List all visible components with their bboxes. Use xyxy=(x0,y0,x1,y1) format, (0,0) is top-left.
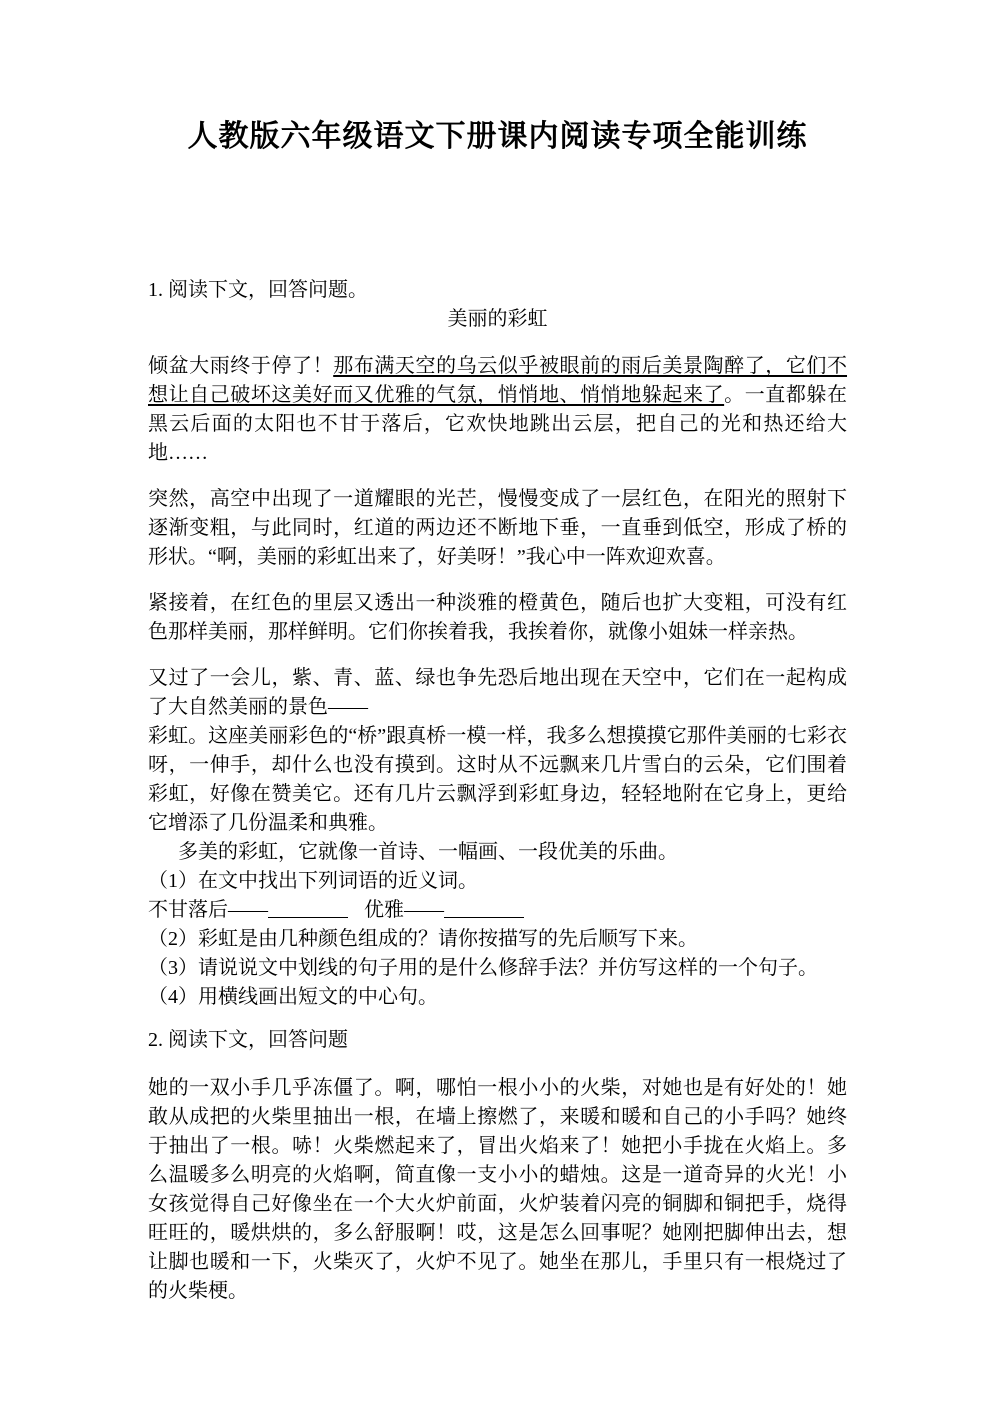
question-2: （2）彩虹是由几种颜色组成的？请你按描写的先后顺写下来。 xyxy=(148,928,698,950)
question-3: （3）请说说文中划线的句子用的是什么修辞手法？并仿写这样的一个句子。 xyxy=(148,957,818,979)
paragraph-5: 彩虹。这座美丽彩色的“桥”跟真桥一模一样，我多么想摸摸它那件美丽的七彩衣呀，一伸手，却什么也没有摸到。这时从不远飘来几片雪白的云朵，它们围着彩虹，好像在赞美它。还有几片云飘浮到彩虹身边，轻轻地附在它身上，更给它增添了几份温柔和典雅。 xyxy=(148,725,847,834)
paragraph-6-summary: 多美的彩虹，它就像一首诗、一幅画、一段优美的乐曲。 xyxy=(178,841,678,863)
paragraph-1 xyxy=(148,352,847,468)
blank-label-2: 优雅—— xyxy=(364,899,444,921)
document-title: 人教版六年级语文下册课内阅读专项全能训练 xyxy=(187,120,808,153)
paragraph-1-lead: 倾盆大雨终于停了！ xyxy=(148,355,334,377)
paragraph-1-rest: 。一直都躲在黑云后面的太阳也不甘于落后，它欢快地跳出云层，把自己的光和热还给大地…… xyxy=(148,384,848,464)
synonym-blanks-row xyxy=(148,896,847,925)
answer-blank-2 xyxy=(444,899,524,918)
passage-title: 美丽的彩虹 xyxy=(447,308,548,330)
underlined-sentence: 那布满天空的乌云似乎被眼前的雨后美景陶醉了，它们不想让自己破坏这美好而又优雅的气氛，悄悄地、悄悄地躲起来了 xyxy=(148,355,848,406)
blank-label-1: 不甘落后—— xyxy=(148,899,268,921)
paragraph-2: 突然，高空中出现了一道耀眼的光芒，慢慢变成了一层红色，在阳光的照射下逐渐变粗，与此同时，红道的两边还不断地下垂，一直垂到低空，形成了桥的形状。“啊，美丽的彩虹出来了，好美呀！”我心中一阵欢迎欢喜。 xyxy=(148,488,847,568)
paragraph-3: 紧接着，在红色的里层又透出一种淡雅的橙黄色，随后也扩大变粗，可没有红色那样美丽，那样鲜明。它们你挨着我，我挨着你，就像小姐妹一样亲热。 xyxy=(148,592,847,643)
answer-blank-1 xyxy=(268,899,348,918)
section2-heading: 2. 阅读下文，回答问题 xyxy=(148,1029,348,1051)
question-4: （4）用横线画出短文的中心句。 xyxy=(148,986,438,1008)
question-1: （1）在文中找出下列词语的近义词。 xyxy=(148,870,478,892)
section1-heading: 1. 阅读下文，回答问题。 xyxy=(148,279,368,301)
paragraph-4: 又过了一会儿，紫、青、蓝、绿也争先恐后地出现在天空中，它们在一起构成了大自然美丽的景色—— xyxy=(148,667,847,718)
section2-paragraph: 她的一双小手几乎冻僵了。啊，哪怕一根小小的火柴，对她也是有好处的！她敢从成把的火柴里抽出一根，在墙上擦燃了，来暖和暖和自己的小手吗？她终于抽出了一根。哧！火柴燃起来了，冒出火焰来了！她把小手拢在火焰上。多么温暖多么明亮的火焰啊，简直像一支小小的蜡烛。这是一道奇异的火光！小女孩觉得自己好像坐在一个大火炉前面，火炉装着闪亮的铜脚和铜把手，烧得旺旺的，暖烘烘的，多么舒服啊！哎，这是怎么回事呢？她刚把脚伸出去，想让脚也暖和一下，火柴灭了，火炉不见了。她坐在那儿，手里只有一根烧过了的火柴梗。 xyxy=(148,1077,847,1302)
section-2 xyxy=(148,1026,847,1306)
section-1 xyxy=(148,276,847,1012)
